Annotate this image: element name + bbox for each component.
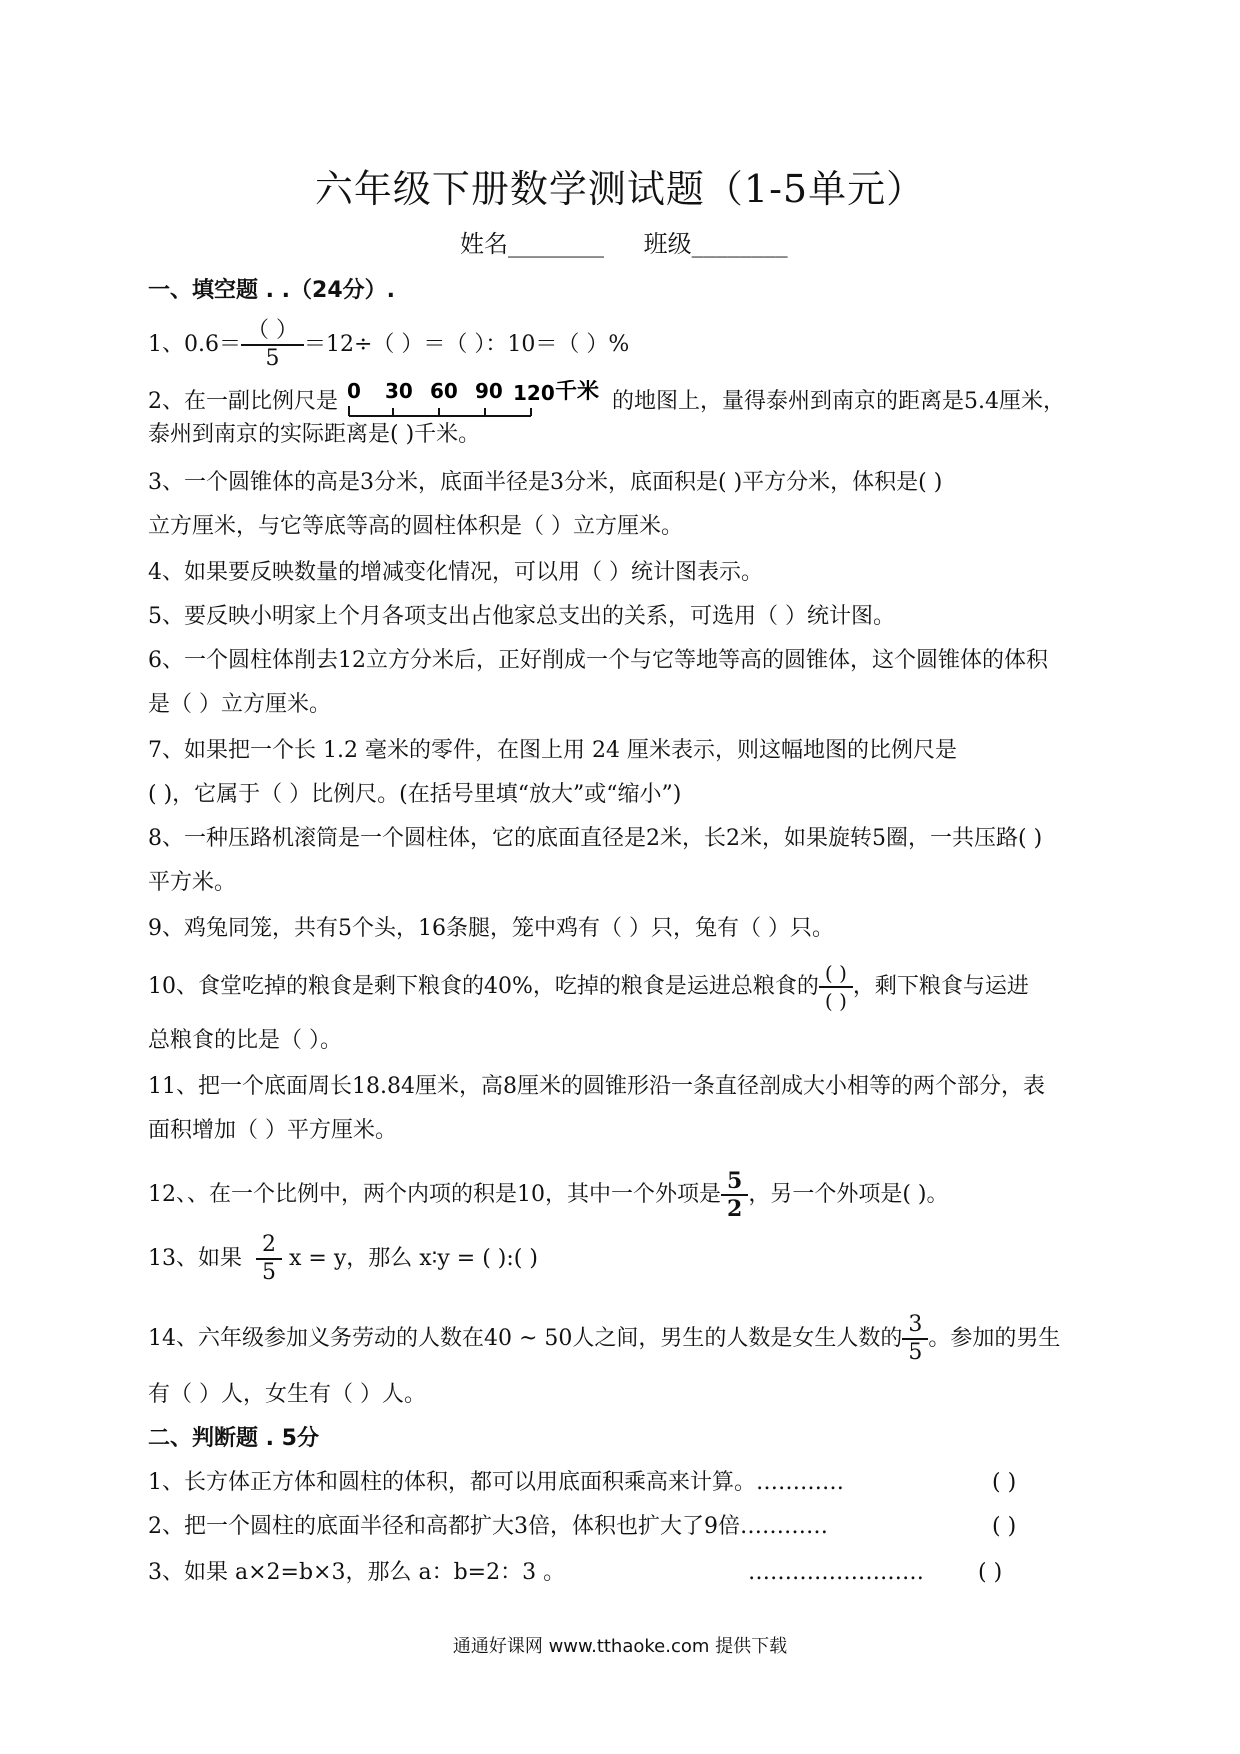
scale-unit: 千米 [555, 380, 600, 404]
judgement-2-text: 2、把一个圆柱的底面半径和高都扩大3倍，体积也扩大了9倍………… [148, 1514, 828, 1539]
scale-bar-graphic [345, 380, 605, 424]
class-field-label: 班级________ [643, 230, 788, 258]
judgement-3-answer-paren: ( ) [978, 1560, 1003, 1585]
q12-fraction-numerator: 5 [721, 1168, 748, 1196]
scale-label-30: 30 [385, 380, 413, 403]
question-9: 9、鸡兔同笼，共有5个头，16条腿，笼中鸡有（ ）只，兔有（ ）只。 [148, 916, 834, 941]
scale-label-120: 120 [513, 381, 555, 405]
question-10-line-2: 总粮食的比是（ ）。 [148, 1028, 342, 1053]
q10-fraction [819, 960, 853, 1014]
judgement-3-dots: …………………… [748, 1560, 924, 1585]
question-6: 6、一个圆柱体削去12立方分米后，正好削成一个与它等地等高的圆锥体，这个圆锥体的体积 [148, 648, 1048, 673]
question-6-line-2: 是（ ）立方厘米。 [148, 692, 331, 717]
question-11: 11、把一个底面周长18.84厘米，高8厘米的圆锥形沿一条直径剖成大小相等的两个部分，表 [148, 1074, 1045, 1099]
page-footer: 通通好课网 www.tthaoke.com 提供下载 [452, 1636, 788, 1657]
section-heading-true-false: 二、判断题 . 5分 [148, 1426, 319, 1451]
question-2-line-2: 泰州到南京的实际距离是( )千米。 [148, 422, 481, 447]
q13-suffix: x = y，那么 x∶y = ( ):( ) [289, 1246, 538, 1271]
q14-fraction-denominator: 5 [908, 1340, 923, 1365]
q14-suffix: 。参加的男生 [928, 1326, 1061, 1351]
question-12 [148, 1168, 1098, 1222]
question-4: 4、如果要反映数量的增减变化情况，可以用（ ）统计图表示。 [148, 560, 763, 585]
judgement-2-answer-paren: ( ) [992, 1514, 1017, 1539]
judgement-1-answer-paren: ( ) [992, 1470, 1017, 1495]
q13-fraction-numerator: 2 [262, 1232, 276, 1257]
scale-bar [345, 380, 605, 424]
q13-prefix: 13、如果 [148, 1246, 242, 1271]
q2-prefix: 2、在一副比例尺是 [148, 389, 338, 414]
question-8: 8、一种压路机滚筒是一个圆柱体，它的底面直径是2米，长2米，如果旋转5圈，一共压路( ) [148, 826, 1043, 851]
section-heading-fill-in: 一、填空题 . .（24分）. [148, 278, 396, 303]
q13-fraction-denominator: 5 [256, 1258, 282, 1286]
q10-prefix: 10、食堂吃掉的粮食是剩下粮食的40%，吃掉的粮食是运进总粮食的 [148, 974, 819, 999]
question-14 [148, 1312, 1098, 1366]
question-7: 7、如果把一个长 1.2 毫米的零件，在图上用 24 厘米表示，则这幅地图的比例尺是 [148, 738, 957, 763]
judgement-1-text: 1、长方体正方体和圆柱的体积，都可以用底面积乘高来计算。………… [148, 1470, 844, 1495]
q1-prefix: 1、0.6＝ [148, 332, 241, 357]
judgement-3 [148, 1558, 1098, 1588]
question-8-line-2: 平方米。 [148, 870, 237, 895]
q1-suffix: ＝12÷（ ）＝（ ）：10＝（ ）% [304, 332, 630, 357]
q10-fraction-denominator: ( ) [824, 989, 847, 1013]
name-field-label: 姓名________ [460, 230, 604, 258]
question-2 [148, 380, 1098, 424]
q10-fraction-numerator: ( ) [819, 960, 853, 988]
q12-prefix: 12、、在一个比例中，两个内项的积是10，其中一个外项是 [148, 1182, 721, 1207]
question-13 [148, 1232, 1098, 1286]
student-info-line [460, 224, 820, 259]
scale-label-60: 60 [430, 380, 458, 403]
q12-fraction [721, 1168, 748, 1222]
question-14-line-2: 有（ ）人，女生有（ ）人。 [148, 1382, 426, 1407]
q14-fraction-numerator: 3 [902, 1312, 928, 1340]
q1-fraction-numerator: （ ） [241, 318, 304, 346]
judgement-3-text: 3、如果 a×2=b×3，那么 a：b=2：3 。 [148, 1560, 566, 1585]
question-3: 3、一个圆锥体的高是3分米，底面半径是3分米，底面积是( )平方分米，体积是( ) [148, 470, 943, 495]
q2-suffix: 的地图上，量得泰州到南京的距离是5.4厘米， [612, 389, 1065, 414]
q1-fraction-denominator: 5 [265, 346, 280, 371]
judgement-2 [148, 1512, 1098, 1542]
q12-suffix: ，另一个外项是( )。 [748, 1182, 949, 1207]
q1-fraction [241, 318, 304, 372]
question-1 [148, 318, 1098, 372]
page-title: 六年级下册数学测试题（1-5单元） [314, 167, 926, 211]
question-10 [148, 960, 1098, 1014]
q14-fraction [902, 1312, 928, 1366]
q14-prefix: 14、六年级参加义务劳动的人数在40 ~ 50人之间，男生的人数是女生人数的 [148, 1326, 903, 1351]
question-3-line-2: 立方厘米，与它等底等高的圆柱体积是（ ）立方厘米。 [148, 514, 683, 539]
judgement-1 [148, 1468, 1098, 1498]
question-11-line-2: 面积增加（ ）平方厘米。 [148, 1118, 397, 1143]
q13-fraction [256, 1232, 282, 1286]
scale-label-0: 0 [347, 380, 361, 403]
q10-suffix: ，剩下粮食与运进 [852, 974, 1029, 999]
scale-label-90: 90 [475, 380, 503, 403]
question-7-line-2: ( )，它属于（ ）比例尺。(在括号里填“放大”或“缩小”) [148, 782, 682, 807]
q12-fraction-denominator: 2 [727, 1196, 743, 1222]
question-5: 5、要反映小明家上个月各项支出占他家总支出的关系，可选用（ ）统计图。 [148, 604, 895, 629]
